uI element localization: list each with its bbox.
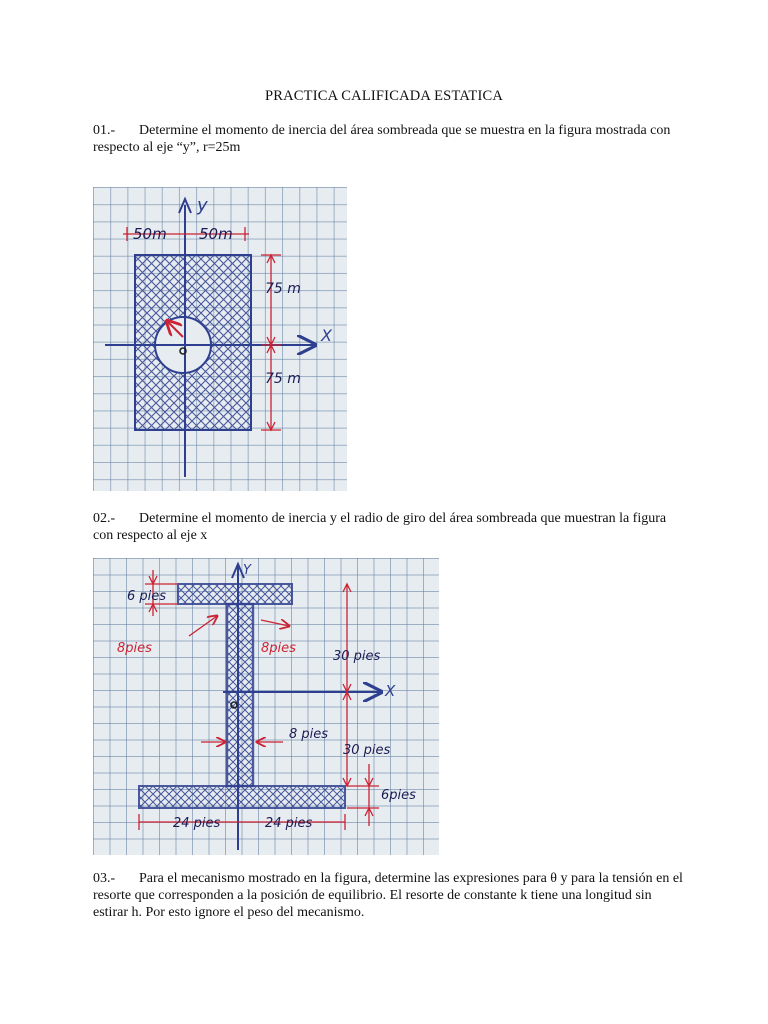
web-width-label: 8 pies <box>289 727 329 742</box>
question-3-number: 03.- <box>93 871 116 886</box>
question-1-number: 01.- <box>93 123 116 138</box>
question-2 <box>93 510 683 544</box>
shaded-area <box>139 584 345 808</box>
question-3 <box>93 870 683 921</box>
y-axis-label: Y <box>243 563 251 578</box>
figure-2-i-beam <box>93 558 439 855</box>
page-title: PRACTICA CALIFICADA ESTATICA <box>264 88 504 104</box>
dim-right-width-label: 50m <box>199 225 233 243</box>
dim-left-width-label: 50m <box>133 225 167 243</box>
upper-height-label: 30 pies <box>333 649 381 664</box>
bottom-flange-thickness-label: 6pies <box>381 788 416 803</box>
figure-1-rectangle-with-hole <box>93 187 347 491</box>
flange-thickness-label: 6 pies <box>127 589 167 604</box>
question-2-text: Determine el momento de inercia y el radio de giro del área sombreada que muestran la figura con respecto al eje x <box>93 511 667 543</box>
question-1 <box>93 122 683 156</box>
y-axis-label: y <box>197 195 208 216</box>
question-2-number: 02.- <box>93 511 116 526</box>
shaded-area <box>135 255 251 430</box>
dim-lower-height-label: 75 m <box>265 371 301 387</box>
bottom-right-width-label: 24 pies <box>265 816 313 831</box>
x-axis-label: X <box>385 682 396 700</box>
question-3-text: Para el mecanismo mostrado en la figura, determine las expresiones para θ y para la tensión en el resorte que corresponden a la posición de equilibrio. El resorte de constante k tiene una longitud sin estirar h. Por esto ignore el peso del mecanismo. <box>93 871 683 920</box>
flange-overhang-right-label: 8pies <box>261 641 296 656</box>
question-1-text: Determine el momento de inercia del área sombreada que se muestra en la figura mostrada con respecto al eje “y”, r=25m <box>93 123 671 155</box>
dim-upper-height-label: 75 m <box>265 281 301 297</box>
bottom-left-width-label: 24 pies <box>173 816 221 831</box>
flange-overhang-left-label: 8pies <box>117 641 152 656</box>
lower-height-label: 30 pies <box>343 743 391 758</box>
x-axis-label: X <box>321 326 332 345</box>
